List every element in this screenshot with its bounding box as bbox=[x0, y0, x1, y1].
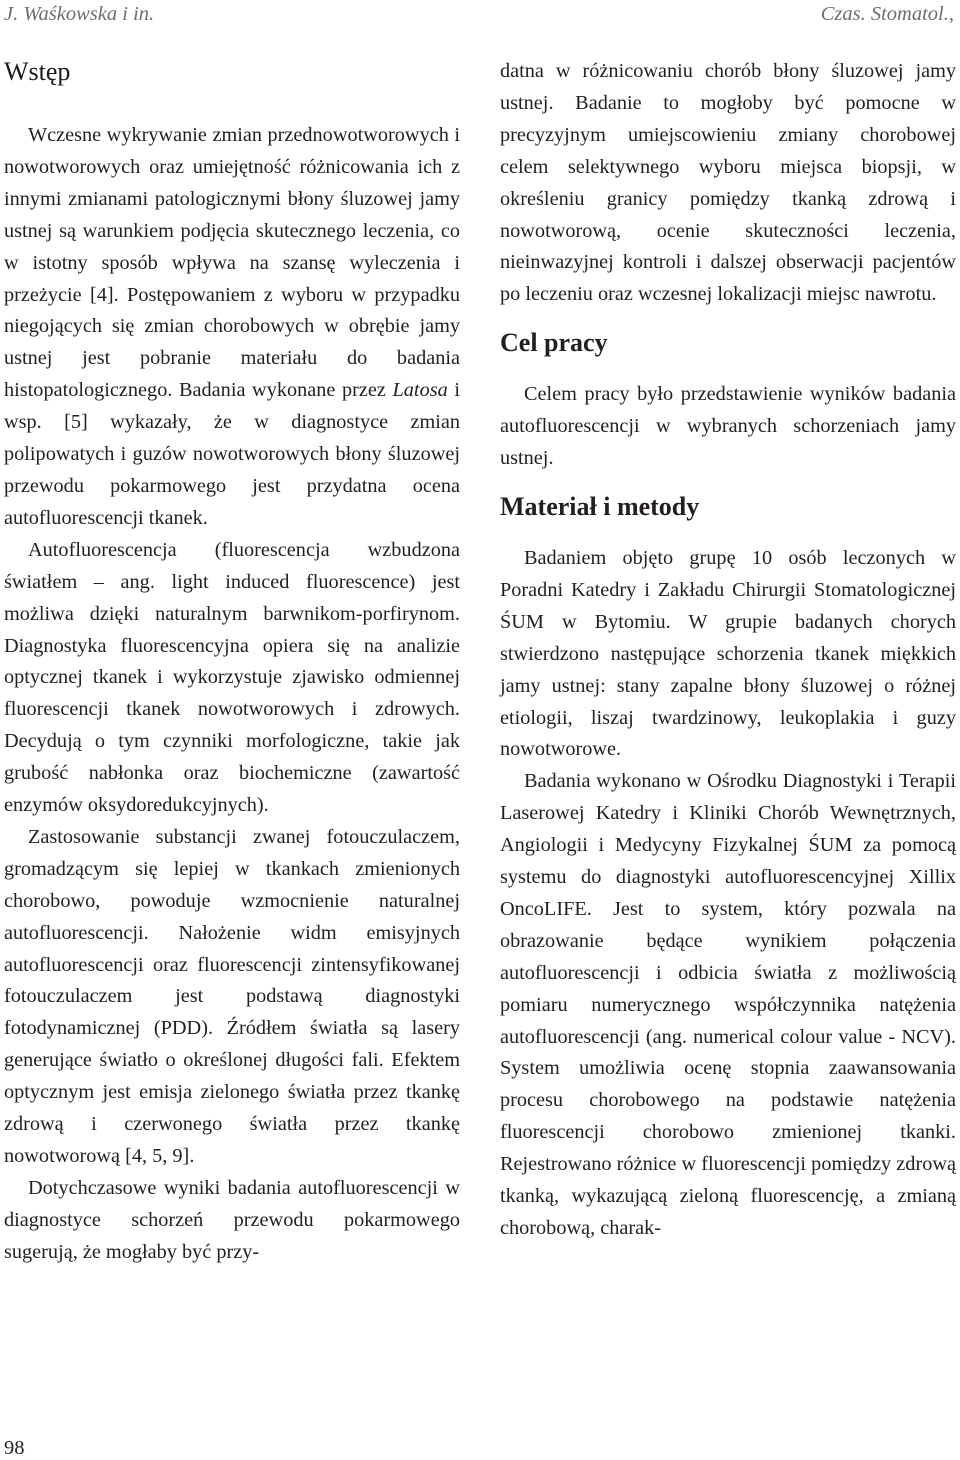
running-head-authors: J. Waśkowska i in. bbox=[4, 3, 155, 25]
left-column bbox=[4, 52, 460, 1269]
paragraph-introduction-1-part-b: i wsp. [5] wykazały, że w diagnostyce zmian polipowatych i guzów nowotworowych błony śluzowej przewodu pokarmowego jest przydatna ocena autofluorescencji tkanek. bbox=[4, 379, 460, 529]
running-head-journal: Czas. Stomatol., bbox=[820, 3, 954, 25]
paragraph-introduction-2: Autofluorescencja (fluorescencja wzbudzona światłem – ang. light induced fluorescence) jest możliwa dzięki naturalnym barwnikom-porfirynom. Diagnostyka fluorescencyjna opiera się na analizie optycznej tkanek i wykorzystuje zjawisko odmiennej fluorescencji tkanek nowotworowych i zdrowych. Decydują o tym czynniki morfologiczne, takie jak grubość nabłonka oraz biochemiczne (zawartość enzymów oksydoredukcyjnych). bbox=[4, 538, 460, 817]
paragraph-methods-1: Badaniem objęto grupę 10 osób leczonych w Poradni Katedry i Zakładu Chirurgii Stomatologicznej ŚUM w Bytomiu. W grupie badanych chorych stwierdzono następujące schorzenia tkanek miękkich jamy ustnej: stany zapalne błony śluzowej o różnej etiologii, liszaj twardzinowy, leukoplakia i guzy nowotworowe. bbox=[500, 546, 956, 761]
paragraph-introduction-continued: datna w różnicowaniu chorób błony śluzowej jamy ustnej. Badanie to mogłoby być pomocne w precyzyjnym umiejscowieniu zmiany chorobowej celem selektywnego wyboru miejsca biopsji, w określeniu granicy pomiędzy tkanką zdrową i nowotworową, ocenie skuteczności leczenia, nieinwazyjnej kontroli i dalszej obserwacji pacjentów po leczeniu oraz wczesnej lokalizacji miejsc nawrotu. bbox=[500, 60, 956, 306]
section-heading-aim: Cel pracy bbox=[500, 328, 608, 358]
paragraph-aim: Celem pracy było przedstawienie wyników badania autofluorescencji w wybranych schorzeniach jamy ustnej. bbox=[500, 383, 956, 470]
page-number: 98 bbox=[4, 1437, 25, 1459]
paragraph-introduction-1 bbox=[4, 120, 460, 535]
section-heading-methods: Materiał i metody bbox=[500, 491, 700, 521]
paragraph-introduction-1-part-a: Wczesne wykrywanie zmian przednowotworowych i nowotworowych oraz umiejętność różnicowania ich z innymi zmianami patologicznymi błony śluzowej jamy ustnej są warunkiem podjęcia skutecznego leczenia, co w istotny sposób wpływa na szansę wyleczenia i przeżycie [4]. Postępowaniem z wyboru w przypadku niegojących się zmian chorobowych w obrębie jamy ustnej jest pobranie materiału do badania histopatologicznego. Badania wykonane przez bbox=[4, 124, 460, 402]
author-name-italic: Latosa bbox=[392, 379, 448, 402]
paragraph-methods-2: Badania wykonano w Ośrodku Diagnostyki i Terapii Laserowej Katedry i Kliniki Chorób Wewnętrznych, Angiologii i Medycyny Fizykalnej ŚUM za pomocą systemu do diagnostyki autofluorescencyjnej Xillix OncoLIFE. Jest to system, który pozwala na obrazowanie będące wynikiem połączenia autofluorescencji i odbicia światła z możliwością pomiaru numerycznego współczynnika natężenia autofluorescencji (ang. numerical colour value - NCV). System umożliwia ocenę stopnia zaawansowania procesu chorobowego na podstawie natężenia fluorescencji chorobowo zmienionej tkanki. Rejestrowano różnice w fluorescencji pomiędzy zdrową tkanką, wykazującą zieloną fluorescencję, a zmianą chorobową, charak- bbox=[500, 770, 956, 1239]
section-heading-introduction: Wstęp bbox=[4, 57, 71, 86]
paragraph-introduction-3: Zastosowanie substancji zwanej fotouczulaczem, gromadzącym się lepiej w tkankach zmienionych chorobowo, powoduje wzmocnienie naturalnej autofluorescencji. Nałożenie widm emisyjnych autofluorescencji oraz fluorescencji zintensyfikowanej fotouczulaczem jest podstawą diagnostyki fotodynamicznej (PDD). Źródłem światła są lasery generujące światło o określonej długości fali. Efektem optycznym jest emisja zielonego światła przez tkankę zdrową i czerwonego światła przez tkankę nowotworową [4, 5, 9]. bbox=[4, 825, 460, 1167]
right-column bbox=[500, 56, 956, 1245]
paragraph-introduction-4: Dotychczasowe wyniki badania autofluorescencji w diagnostyce schorzeń przewodu pokarmowego sugerują, że mogłaby być przy- bbox=[4, 1176, 460, 1263]
running-head bbox=[4, 0, 954, 28]
